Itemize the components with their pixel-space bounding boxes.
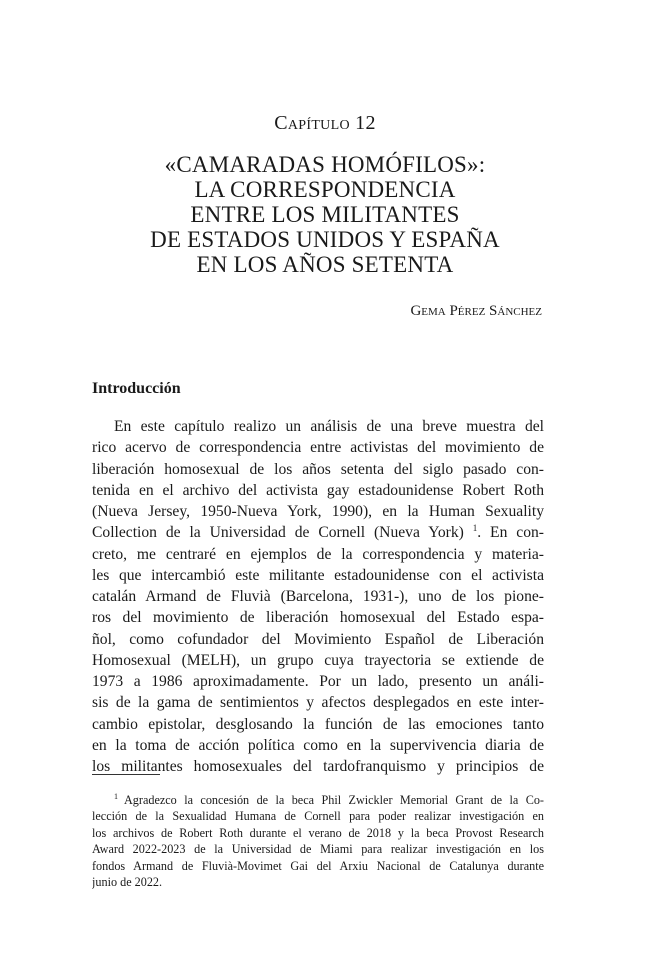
- body-line: catalán Armand de Fluvià (Barcelona, 1931-), uno de los pione-: [92, 588, 544, 605]
- body-line: los militantes homosexuales del tardofranquismo y principios de: [92, 758, 544, 775]
- chapter-title-line: EN LOS AÑOS SETENTA: [196, 252, 454, 277]
- body-line-with-note: [92, 522, 544, 543]
- body-line: 1973 a 1986 aproximadamente. Por un lado, presento un análi-: [92, 673, 544, 690]
- body-line: (Nueva Jersey, 1950-Nueva York, 1990), en la Human Sexuality: [92, 503, 544, 520]
- body-line: En este capítulo realizo un análisis de una breve muestra del: [114, 418, 544, 435]
- body-line: Homosexual (MELH), un grupo cuya trayectoria se extiende de: [92, 651, 544, 669]
- footnote-line: Award 2022-2023 de la Universidad de Miami para realizar investigación en los: [92, 842, 544, 857]
- section-heading: Introducción: [92, 380, 181, 397]
- footnote-line: los archivos de Robert Roth durante el verano de 2018 y la beca Provost Research: [92, 825, 544, 840]
- footnote-divider: [92, 774, 160, 775]
- body-line: en la toma de acción política como en la supervivencia diaria de: [92, 736, 544, 754]
- body-line: creto, me centraré en ejemplos de la correspondencia y materia-: [92, 545, 544, 563]
- body-line-text: Collection de la Universidad de Cornell (Nueva York): [92, 524, 464, 542]
- footnote-line: fondos Armand de Fluvià-Movimet Gai del Arxiu Nacional de Catalunya durante: [92, 858, 544, 873]
- footnote-number: 1: [114, 792, 118, 801]
- body-line: les que intercambió este militante estadounidense con el activista: [92, 566, 544, 584]
- body-line: tenida en el archivo del activista gay estadounidense Robert Roth: [92, 481, 544, 499]
- footnote: [92, 792, 544, 890]
- chapter-title-line: LA CORRESPONDENCIA: [194, 177, 456, 202]
- chapter-title-line: «CAMARADAS HOMÓFILOS»:: [164, 152, 486, 177]
- body-line: sis de la gama de sentimientos y afectos desplegados en este inter-: [92, 694, 544, 712]
- footnote-reference[interactable]: 1: [472, 523, 478, 534]
- author-name: Gema Pérez Sánchez: [410, 303, 542, 319]
- body-line: ros del movimiento de liberación homosexual del Estado espa-: [92, 609, 544, 627]
- body-line-tail: . En con-: [477, 524, 544, 542]
- body-line: rico acervo de correspondencia entre activistas del movimiento de: [92, 439, 544, 457]
- footnote-line: [92, 792, 544, 808]
- chapter-title: [80, 152, 570, 277]
- chapter-title-line: ENTRE LOS MILITANTES: [190, 202, 460, 227]
- chapter-title-line: DE ESTADOS UNIDOS Y ESPAÑA: [150, 227, 500, 252]
- body-line: liberación homosexual de los años setenta del siglo pasado con-: [92, 460, 544, 478]
- body-line: cambio epistolar, desglosando la función de las emociones tanto: [92, 715, 544, 733]
- body-paragraph: [92, 416, 544, 777]
- footnote-line: lección de la Sexualidad Humana de Cornell para poder realizar investigación en: [92, 809, 544, 824]
- chapter-label: Capítulo 12: [274, 112, 376, 134]
- footnote-line: junio de 2022.: [92, 875, 163, 890]
- body-line: ñol, como cofundador del Movimiento Español de Liberación: [92, 630, 544, 648]
- footnote-line-text: Agradezco la concesión de la beca Phil Zwickler Memorial Grant de la Co-: [124, 793, 544, 807]
